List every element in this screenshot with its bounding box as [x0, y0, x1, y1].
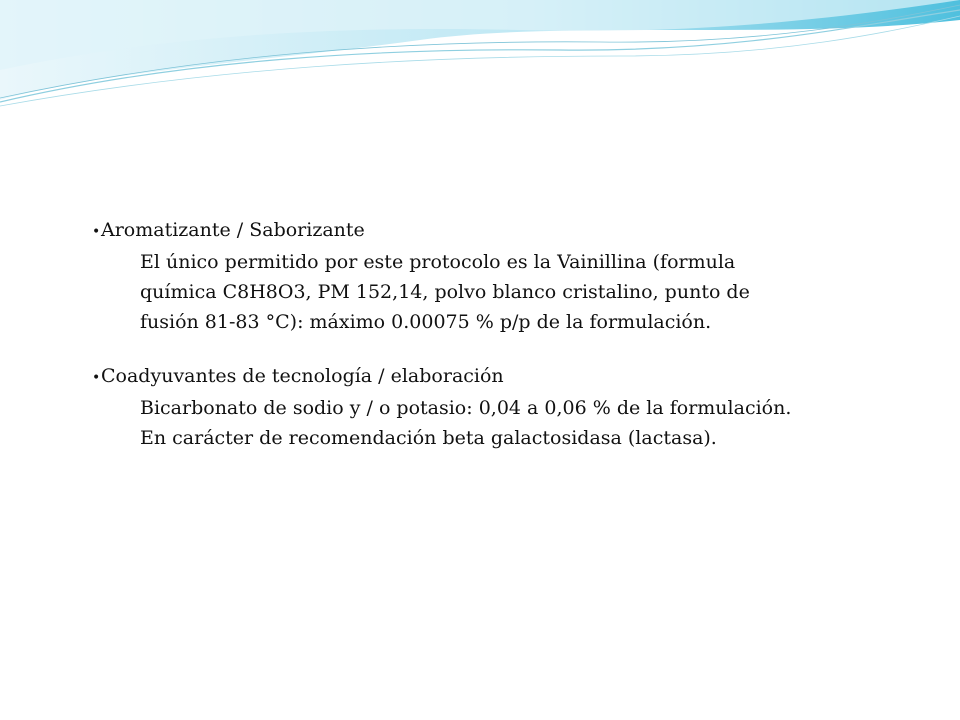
body-line: química C8H8O3, PM 152,14, polvo blanco cristalino, punto de	[140, 281, 750, 303]
section-heading: Aromatizante / Saborizante	[101, 219, 365, 241]
body-line: El único permitido por este protocolo es la Vainillina (formula	[140, 251, 736, 273]
body-line: fusión 81-83 °C): máximo 0.00075 % p/p de la formulación.	[140, 311, 712, 333]
slide-body	[92, 215, 952, 453]
header-wave-decoration	[0, 0, 960, 110]
bullet-aromatizante	[92, 215, 952, 337]
bullet-coadyuvantes	[92, 361, 952, 453]
section-heading: Coadyuvantes de tecnología / elaboración	[101, 365, 504, 387]
body-line: Bicarbonato de sodio y / o potasio: 0,04 a 0,06 % de la formulación.	[140, 397, 792, 419]
body-line: En carácter de recomendación beta galactosidasa (lactasa).	[140, 427, 717, 449]
bullet-icon: •	[92, 370, 101, 386]
bullet-icon: •	[92, 224, 101, 240]
